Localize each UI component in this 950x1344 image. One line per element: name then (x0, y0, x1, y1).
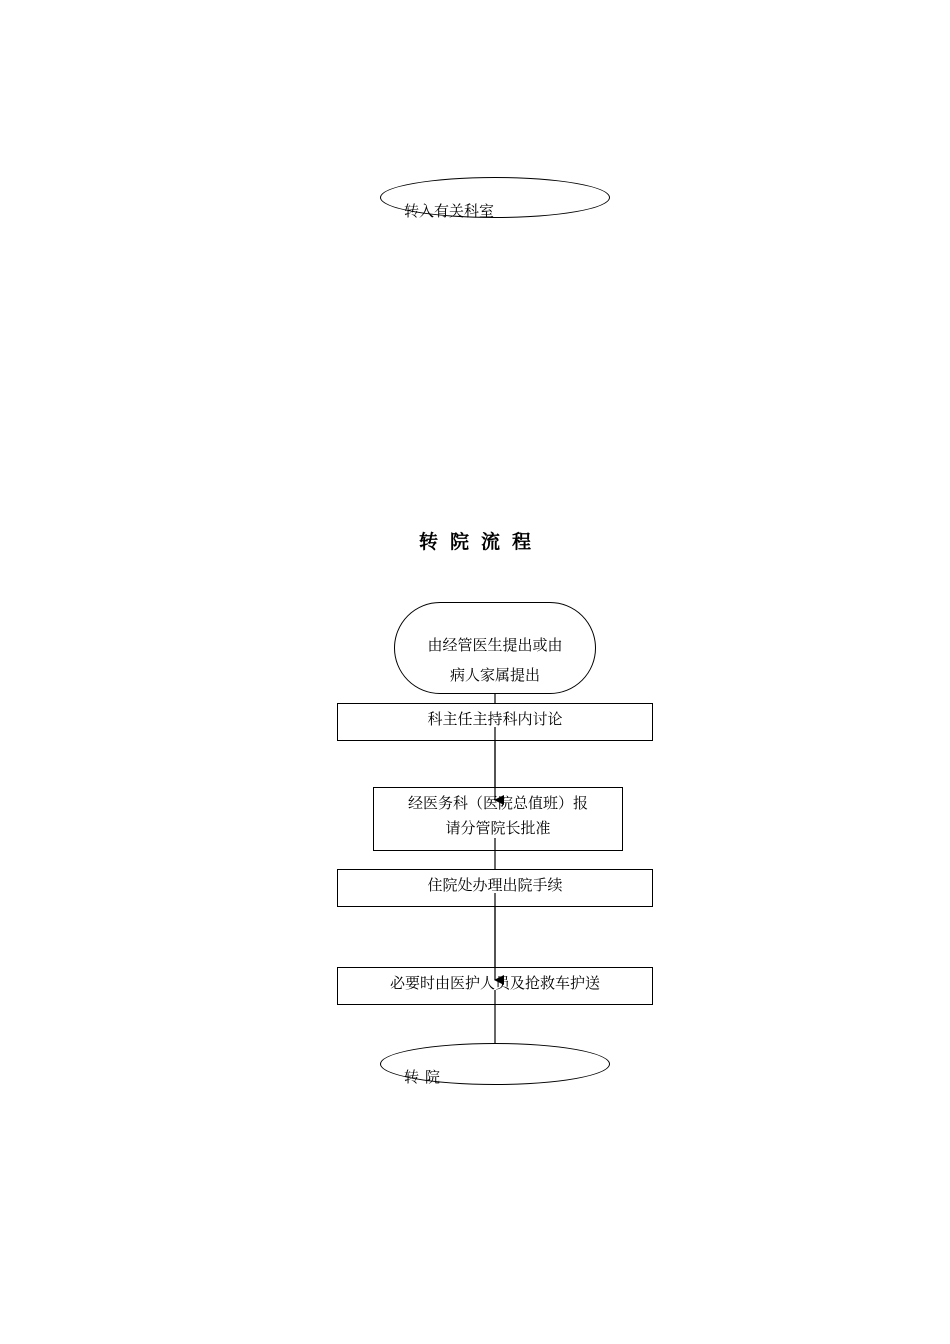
flow-start-line1: 由经管医生提出或由 (427, 636, 563, 654)
page-title: 转院流程 (418, 531, 543, 553)
flow-step2-line1: 经医务科（医院总值班）报 (407, 794, 588, 812)
terminal-transfer-department-label: 转入有关科室 (404, 202, 495, 220)
flow-step-discharge-procedures (337, 869, 653, 907)
flow-step-approval (373, 787, 623, 851)
flow-step1-label: 科主任主持科内讨论 (427, 710, 563, 728)
flow-step2-line2: 请分管院长批准 (445, 819, 551, 837)
terminal-transfer-department (380, 177, 610, 218)
flow-end-label: 转院 (404, 1068, 447, 1086)
flow-step4-label: 必要时由医护人员及抢救车护送 (389, 974, 600, 992)
flow-step3-label: 住院处办理出院手续 (427, 876, 563, 894)
flow-start-node (394, 602, 596, 694)
flow-step-escort (337, 967, 653, 1005)
flow-start-line2: 病人家属提出 (449, 666, 540, 684)
flow-step-department-discussion (337, 703, 653, 741)
flow-end-node (380, 1043, 610, 1085)
